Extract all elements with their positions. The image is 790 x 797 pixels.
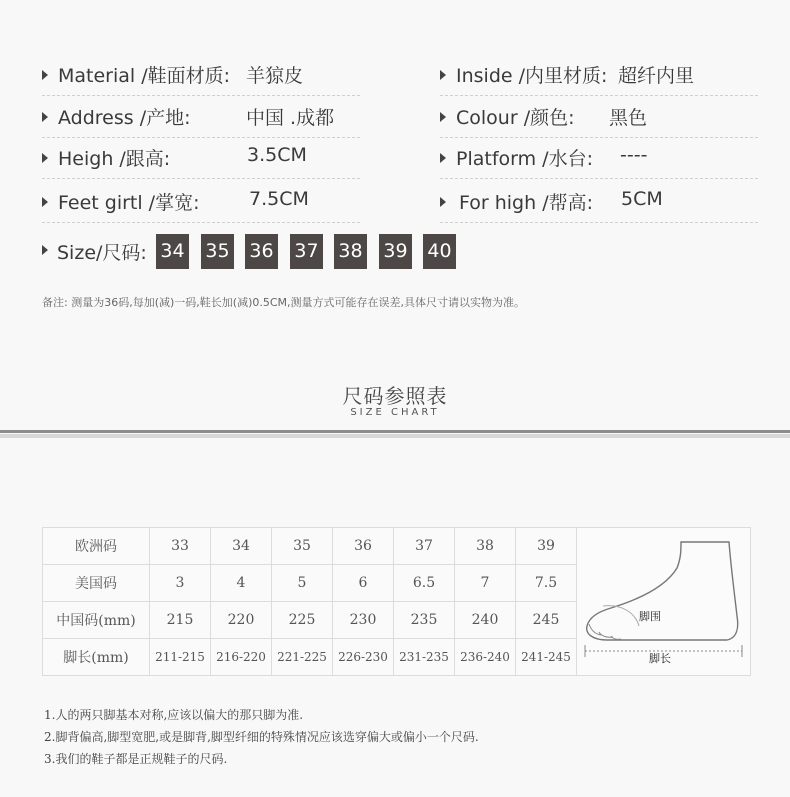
spec-address-value: 中国 .成都	[246, 107, 335, 129]
table-cell: 6	[333, 565, 394, 602]
section-divider	[0, 430, 790, 433]
spec-heigh-label: Heigh /跟高:	[58, 148, 171, 170]
spec-material-label: Material /鞋面材质:	[58, 65, 231, 87]
table-cell: 231-235	[394, 639, 455, 676]
spec-material-value: 羊猄皮	[246, 65, 304, 87]
foot-diagram	[577, 528, 751, 676]
table-cell: 245	[516, 602, 577, 639]
table-cell: 226-230	[333, 639, 394, 676]
table-cell: 220	[211, 602, 272, 639]
size-option-39: 39	[379, 234, 412, 269]
tip-item: 1.人的两只脚基本对称,应该以偏大的那只脚为准.	[44, 708, 304, 722]
spec-colour	[440, 97, 758, 138]
row-header-cn: 中国码(mm)	[43, 602, 150, 639]
foot-outline-icon	[577, 528, 750, 676]
foot-girth-label: 脚围	[639, 610, 661, 623]
bullet-arrow-icon	[440, 70, 446, 80]
table-cell: 33	[150, 528, 211, 565]
table-cell: 38	[455, 528, 516, 565]
table-cell: 221-225	[272, 639, 333, 676]
section-divider-shadow	[0, 434, 790, 438]
size-chart-title: 尺码参照表	[342, 384, 448, 408]
size-tips	[44, 704, 479, 770]
table-row	[43, 528, 751, 565]
table-cell: 6.5	[394, 565, 455, 602]
table-cell: 39	[516, 528, 577, 565]
table-cell: 211-215	[150, 639, 211, 676]
table-cell: 4	[211, 565, 272, 602]
table-cell: 7.5	[516, 565, 577, 602]
table-cell: 225	[272, 602, 333, 639]
table-cell: 3	[150, 565, 211, 602]
bullet-arrow-icon	[42, 112, 48, 122]
spec-platform-value: ----	[620, 144, 648, 166]
spec-forhigh-label: For high /帮高:	[459, 192, 593, 214]
table-cell: 37	[394, 528, 455, 565]
foot-length-label: 脚长	[649, 652, 671, 665]
table-cell: 241-245	[516, 639, 577, 676]
spec-inside-value: 超纤内里	[618, 65, 695, 87]
spec-colour-label: Colour /颜色:	[456, 107, 575, 129]
bullet-arrow-icon	[42, 245, 48, 255]
tip-item: 3.我们的鞋子都是正规鞋子的尺码.	[44, 752, 228, 766]
spec-platform	[440, 138, 758, 179]
size-conversion-table	[42, 527, 751, 676]
spec-platform-label: Platform /水台:	[456, 148, 593, 170]
size-option-37: 37	[290, 234, 323, 269]
table-cell: 216-220	[211, 639, 272, 676]
measurement-note: 备注: 测量为36码,每加(减)一码,鞋长加(减)0.5CM,测量方式可能存在误差,具体尺寸请以实物为准。	[42, 296, 526, 309]
bullet-arrow-icon	[42, 197, 48, 207]
table-cell: 7	[455, 565, 516, 602]
row-header-us: 美国码	[43, 565, 150, 602]
size-option-34: 34	[156, 234, 189, 269]
size-label: Size/尺码:	[57, 242, 147, 264]
bullet-arrow-icon	[440, 197, 446, 207]
bullet-arrow-icon	[42, 153, 48, 163]
table-cell: 35	[272, 528, 333, 565]
spec-material	[42, 55, 360, 96]
size-option-40: 40	[423, 234, 456, 269]
spec-address-label: Address /产地:	[58, 107, 191, 129]
size-option-38: 38	[334, 234, 367, 269]
size-option-35: 35	[201, 234, 234, 269]
spec-heigh	[42, 138, 360, 179]
spec-forhigh-value: 5CM	[621, 188, 663, 210]
spec-heigh-value: 3.5CM	[247, 144, 307, 166]
spec-for-high	[440, 182, 758, 223]
spec-inside-label: Inside /内里材质:	[456, 65, 608, 87]
size-option-36: 36	[245, 234, 278, 269]
spec-address	[42, 97, 360, 138]
bullet-arrow-icon	[42, 70, 48, 80]
bullet-arrow-icon	[440, 112, 446, 122]
row-header-foot-length: 脚长(mm)	[43, 639, 150, 676]
table-cell: 235	[394, 602, 455, 639]
tip-item: 2.脚背偏高,脚型宽肥,或是脚背,脚型纤细的特殊情况应该选穿偏大或偏小一个尺码.	[44, 730, 479, 744]
spec-feet-label: Feet girtl /掌宽:	[58, 192, 200, 214]
table-cell: 34	[211, 528, 272, 565]
spec-feet-girth	[42, 182, 360, 223]
table-cell: 36	[333, 528, 394, 565]
table-cell: 215	[150, 602, 211, 639]
table-cell: 236-240	[455, 639, 516, 676]
table-cell: 5	[272, 565, 333, 602]
spec-feet-value: 7.5CM	[249, 188, 309, 210]
bullet-arrow-icon	[440, 153, 446, 163]
row-header-eu: 欧洲码	[43, 528, 150, 565]
spec-inside	[440, 55, 758, 96]
table-cell: 230	[333, 602, 394, 639]
size-chart-subtitle: SIZE CHART	[350, 407, 440, 418]
table-cell: 240	[455, 602, 516, 639]
spec-colour-value: 黑色	[609, 107, 648, 129]
